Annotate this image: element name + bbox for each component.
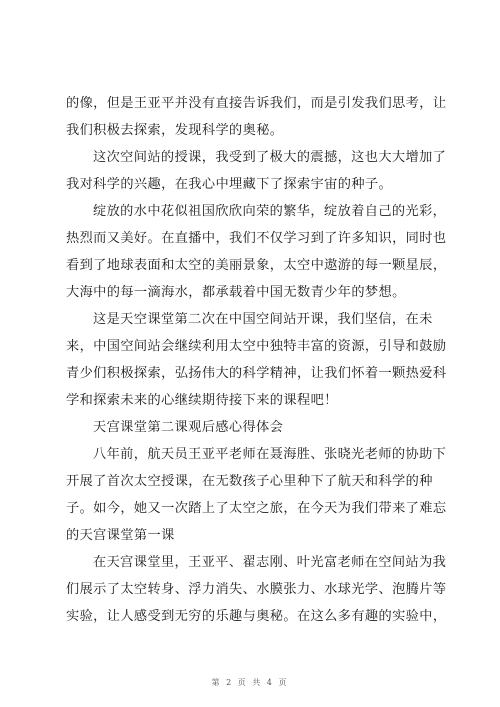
page-number-footer: 第 2 页 共 4 页 <box>211 678 289 687</box>
text-line: 青少们积极探索，弘扬伟大的科学精神，让我们怀着一颗热爱科 <box>66 366 447 381</box>
paragraph-start-line: 在天宫课堂里，王亚平、翟志刚、叶光富老师在空间站为我 <box>93 555 447 570</box>
section-heading: 天宫课堂第二课观后感心得体会 <box>93 420 284 435</box>
paragraph-start-line: 这是天空课堂第二次在中国空间站开课，我们坚信，在未 <box>93 312 433 327</box>
paragraph-start-line: 这次空间站的授课，我受到了极大的震撼，这也大大增加了 <box>93 150 447 165</box>
paragraph-start-line: 绽放的水中花似祖国欣欣向荣的繁华，绽放着自己的光彩， <box>93 204 447 219</box>
text-line: 我对科学的兴趣，在我心中埋藏下了探索宇宙的种子。 <box>66 177 393 192</box>
text-line: 来，中国空间站会继续利用太空中独特丰富的资源，引导和鼓励 <box>66 339 447 354</box>
document-body <box>66 90 447 630</box>
text-line: 学和探索未来的心继续期待接下来的课程吧！ <box>66 393 338 408</box>
text-line: 我们积极去探索，发现科学的奥秘。 <box>66 123 284 138</box>
text-line: 大海中的每一滴海水，都承载着中国无数青少年的梦想。 <box>66 285 406 300</box>
text-line: 开展了首次太空授课，在无数孩子心里种下了航天和科学的种 <box>66 474 433 489</box>
paragraph-start-line: 八年前，航天员王亚平老师在聂海胜、张晓光老师的协助下 <box>93 447 447 462</box>
text-line: 看到了地球表面和太空的美丽景象，太空中遨游的每一颗星辰， <box>66 258 447 273</box>
text-line: 的像，但是王亚平并没有直接告诉我们，而是引发我们思考，让 <box>66 96 447 111</box>
text-line: 实验，让人感受到无穷的乐趣与奥秘。在这么多有趣的实验中， <box>66 609 447 624</box>
text-line: 的天宫课堂第一课 <box>66 528 175 543</box>
text-line: 子。如今，她又一次踏上了太空之旅，在今天为我们带来了难忘 <box>66 501 447 516</box>
text-line: 热烈而又美好。在直播中，我们不仅学习到了许多知识，同时也 <box>66 231 447 246</box>
text-line: 们展示了太空转身、浮力消失、水膜张力、水球光学、泡腾片等 <box>66 582 447 597</box>
